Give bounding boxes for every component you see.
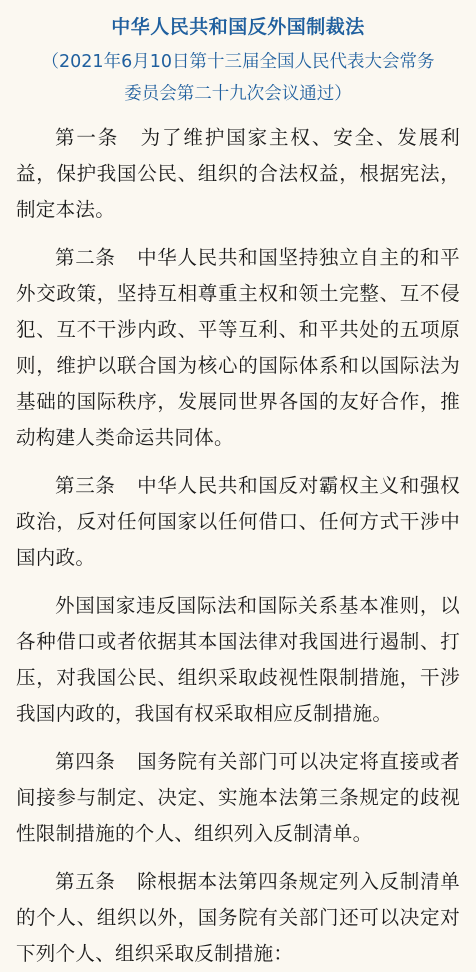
article-3-clause-2-paragraph: [16, 588, 460, 732]
article-4-text: 国务院有关部门可以决定将直接或者间接参与制定、决定、实施本法第三条规定的歧视性限制措施的个人、组织列入反制清单。: [16, 750, 460, 845]
article-2-text: 中华人民共和国坚持独立自主的和平外交政策，坚持互相尊重主权和领土完整、互不侵犯、互不干涉内政、平等互利、和平共处的五项原则，维护以联合国为核心的国际体系和以国际法为基础的国际秩序，发展同世界各国的友好合作，推动构建人类命运共同体。: [16, 246, 460, 449]
article-2-number: 第二条: [55, 246, 116, 269]
article-4-number: 第四条: [55, 750, 116, 773]
article-3-clause-2-text: 外国国家违反国际法和国际关系基本准则，以各种借口或者依据其本国法律对我国进行遏制、打压，对我国公民、组织采取歧视性限制措施，干涉我国内政的，我国有权采取相应反制措施。: [16, 594, 460, 725]
article-3-number: 第三条: [55, 474, 116, 497]
document-subtitle: [16, 46, 460, 110]
article-3-paragraph: [16, 468, 460, 576]
article-1-number: 第一条: [55, 126, 120, 149]
article-1-text: 为了维护国家主权、安全、发展利益，保护我国公民、组织的合法权益，根据宪法，制定本法。: [16, 126, 460, 221]
subtitle-line-1: （2021年6月10日第十三届全国人民代表大会常务: [41, 52, 435, 72]
subtitle-line-2: 委员会第二十九次会议通过）: [124, 84, 352, 104]
article-5-paragraph: [16, 864, 460, 972]
article-5-number: 第五条: [55, 870, 116, 893]
article-2-paragraph: [16, 240, 460, 456]
article-1-paragraph: [16, 120, 460, 228]
article-3-text: 中华人民共和国反对霸权主义和强权政治，反对任何国家以任何借口、任何方式干涉中国内政。: [16, 474, 460, 569]
document-title: 中华人民共和国反外国制裁法: [111, 16, 365, 38]
article-4-paragraph: [16, 744, 460, 852]
article-5-text: 除根据本法第四条规定列入反制清单的个人、组织以外，国务院有关部门还可以决定对下列个人、组织采取反制措施：: [16, 870, 460, 965]
